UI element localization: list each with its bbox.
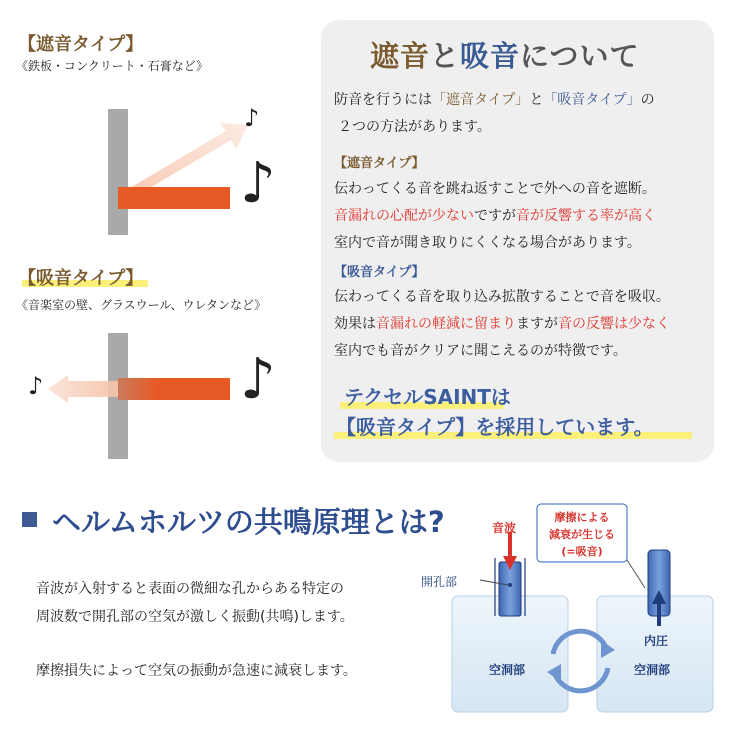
absorb-type-materials: 《音楽室の壁、グラスウール、ウレタンなど》 xyxy=(16,298,267,312)
panel-title-reflect: 遮音 xyxy=(370,39,431,73)
intro-line-1: 防音を行うには「遮音タイプ」と「吸音タイプ」の xyxy=(334,92,655,108)
reflect-type-title: 【遮音タイプ】 xyxy=(18,34,144,55)
absorb-line-3: 室内でも音がクリアに聞こえるのが特徴です。 xyxy=(334,343,627,359)
intro-line-2: ２つの方法があります。 xyxy=(338,119,491,135)
absorb-line-1: 伝わってくる音を取り込み拡散することで音を吸収。 xyxy=(334,289,670,305)
promo-line-1: テクセルSAINTは xyxy=(344,385,511,409)
label-cavity-right: 空洞部 xyxy=(634,663,671,677)
incoming-wave-bar xyxy=(118,187,230,209)
label-sound-wave: 音波 xyxy=(492,521,517,535)
helmholtz-text-line-2: 周波数で開孔部の空気が激しく振動(共鳴)します。 xyxy=(36,609,354,625)
panel-title-absorb: 吸音 xyxy=(460,39,521,73)
absorbed-wave-bar xyxy=(118,378,230,400)
panel-title-about: について xyxy=(520,39,640,73)
reflect-section-heading: 【遮音タイプ】 xyxy=(334,156,425,171)
small-note-icon: ♪ xyxy=(28,372,44,400)
reflect-line-3: 室内で音が聞き取りにくくなる場合があります。 xyxy=(334,235,641,251)
left-neck xyxy=(499,562,521,616)
callout-line-2: 減衰が生じる xyxy=(549,528,615,541)
callout-line-1: 摩擦による xyxy=(554,511,610,524)
wall-solid xyxy=(108,109,128,235)
attenuated-wave-arrow xyxy=(48,375,118,403)
helmholtz-text-line-1: 音波が入射すると表面の微細な孔からある特定の xyxy=(36,581,344,597)
panel-title-and: と xyxy=(430,39,461,73)
label-internal-pressure: 内圧 xyxy=(644,634,669,648)
helmholtz-heading: ヘルムホルツの共鳴原理とは? xyxy=(52,505,445,539)
small-note-icon: ♪ xyxy=(244,104,260,132)
reflect-line-1: 伝わってくる音を跳ね返すことで外への音を遮断。 xyxy=(334,181,656,197)
large-note-icon: ♪ xyxy=(240,347,276,412)
large-note-icon: ♪ xyxy=(240,151,276,216)
panel-title xyxy=(370,34,639,75)
reflect-line-2: 音漏れの心配が少ないですが音が反響する率が高く xyxy=(334,208,656,224)
label-opening: 開孔部 xyxy=(421,575,458,589)
callout-line-3: (=吸音) xyxy=(561,545,603,558)
absorb-type-title: 【吸音タイプ】 xyxy=(18,268,144,289)
reflect-type-materials: 《鉄板・コンクリート・石膏など》 xyxy=(16,59,209,73)
promo-line-2: 【吸音タイプ】を採用しています。 xyxy=(336,415,654,439)
helmholtz-text-line-3: 摩擦損失によって空気の振動が急速に減衰します。 xyxy=(36,663,357,679)
absorb-line-2: 効果は音漏れの軽減に留まりますが音の反響は少なく xyxy=(334,316,670,332)
heading-square-icon xyxy=(22,512,37,527)
absorb-section-heading: 【吸音タイプ】 xyxy=(334,265,425,280)
label-cavity-left: 空洞部 xyxy=(489,663,526,677)
